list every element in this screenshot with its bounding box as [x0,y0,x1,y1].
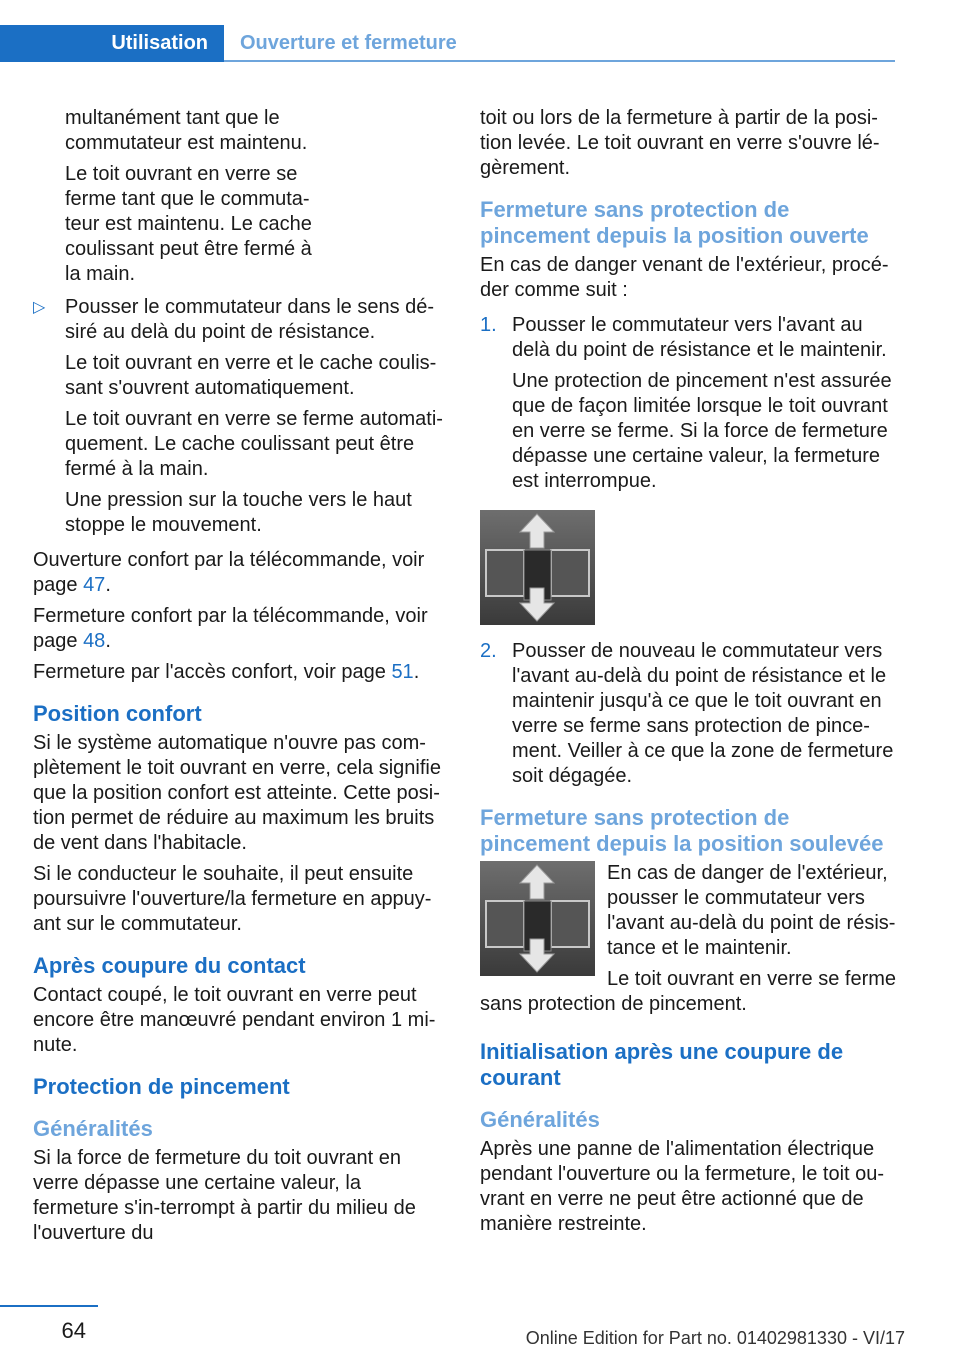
subsection-heading: Généralités [480,1107,600,1132]
roof-switch-icon [480,510,595,625]
subsection-heading: Généralités [33,1116,153,1141]
switch-photo [480,510,898,625]
section-heading: Après coupure du contact [33,953,306,978]
text: Fermeture confort par la télécommande, voir page [33,605,428,652]
paragraph [33,548,448,598]
paragraph: Pousser le commutateur vers l'avant au delà du point de résistance et le maintenir. [512,314,887,361]
paragraph: Une pression sur la touche vers le haut stoppe le mouvement. [65,489,412,536]
list-item [480,639,898,789]
section-heading: Position confort [33,701,202,726]
paragraph: toit ou lors de la fermeture à partir de la posi-tion levée. Le toit ouvrant en verre s'ouvre lé-gèrement. [480,107,880,179]
text: . [413,661,420,683]
list-number: 2. [480,640,497,662]
footer-rule [0,1305,98,1307]
figure-block [480,861,898,1023]
right-column [480,106,898,1243]
list-item [33,295,448,538]
page-link[interactable]: 51 [391,661,414,683]
paragraph: Pousser de nouveau le commutateur vers l'avant au-delà du point de résistance et le maintenir jusqu'à ce que le toit ouvrant en verre se ferme sans protection de pince-ment. Veiller à ce que la zone de fermeture soit dégagée. [512,640,894,787]
roof-switch-icon [480,861,595,976]
paragraph: Le toit ouvrant en verre se ferme tant que le commuta-teur est maintenu. Le cache coulissant peut être fermé à la main. [65,163,312,285]
paragraph: En cas de danger venant de l'extérieur, procé-der comme suit : [480,254,889,301]
paragraph: Si le conducteur le souhaite, il peut ensuite poursuivre l'ouverture/la fermeture en appuy-ant sur le commutateur. [33,863,432,935]
paragraph [33,604,448,654]
paragraph [33,660,448,685]
tab-ouverture-fermeture[interactable]: Ouverture et fermeture [240,32,457,54]
header-rule [224,60,895,62]
text: Fermeture par l'accès confort, voir page [33,661,386,683]
subsection-heading: Fermeture sans protection de pincement depuis la position ouverte [480,197,869,248]
paragraph: Le toit ouvrant en verre se ferme automati-quement. Le cache coulissant peut être fermé à la main. [65,408,443,480]
section-heading: Protection de pincement [33,1074,290,1099]
left-column [33,106,448,1252]
list-item [480,313,898,494]
paragraph: Le toit ouvrant en verre et le cache coulis-sant s'ouvrent automatiquement. [65,352,437,399]
page-number: 64 [61,1318,86,1343]
page-link[interactable]: 48 [83,630,106,652]
section-heading: Initialisation après une coupure de courant [480,1039,844,1090]
list-number: 1. [480,314,497,336]
paragraph: Une protection de pincement n'est assurée que de façon limitée lorsque le toit ouvrant en verre se ferme. Si la force de fermeture dépasse une certaine valeur, la fermeture est interrompue. [512,370,892,492]
paragraph: En cas de danger de l'extérieur, pousser le commutateur vers l'avant au-delà du point de résis-tance et le maintenir. [607,862,896,959]
paragraph: Contact coupé, le toit ouvrant en verre peut encore être manœuvré pendant environ 1 mi-nute. [33,984,436,1056]
bullet-arrow-icon: ▷ [33,299,46,316]
paragraph: Si le système automatique n'ouvre pas com-plètement le toit ouvrant en verre, cela signifie que la position confort est atteinte. Cette posi-tion permet de réduire au maximum les bruits de vent dans l'habitacle. [33,732,441,854]
subsection-heading: Fermeture sans protection de pincement depuis la position soulevée [480,805,884,856]
paragraph: Le toit ouvrant en verre se ferme sans protection de pincement. [480,968,897,1015]
paragraph: multanément tant que le commutateur est maintenu. [65,107,308,154]
paragraph: Pousser le commutateur dans le sens dé-siré au delà du point de résistance. [65,296,435,343]
tab-utilisation[interactable]: Utilisation [0,25,224,62]
edition-note: Online Edition for Part no. 01402981330 - VI/17 [525,1328,905,1348]
text: . [105,630,111,652]
text: Ouverture confort par la télécommande, voir page [33,549,425,596]
page-link[interactable]: 47 [83,574,106,596]
paragraph: Après une panne de l'alimentation électrique pendant l'ouverture ou la fermeture, le toit ou-vrant en verre ne peut être actionné que de manière restreinte. [480,1138,885,1235]
text: . [105,574,111,596]
paragraph: Si la force de fermeture du toit ouvrant en verre dépasse une certaine valeur, la fermeture s'in-terrompt à partir du milieu de l'ouverture du [33,1147,416,1244]
